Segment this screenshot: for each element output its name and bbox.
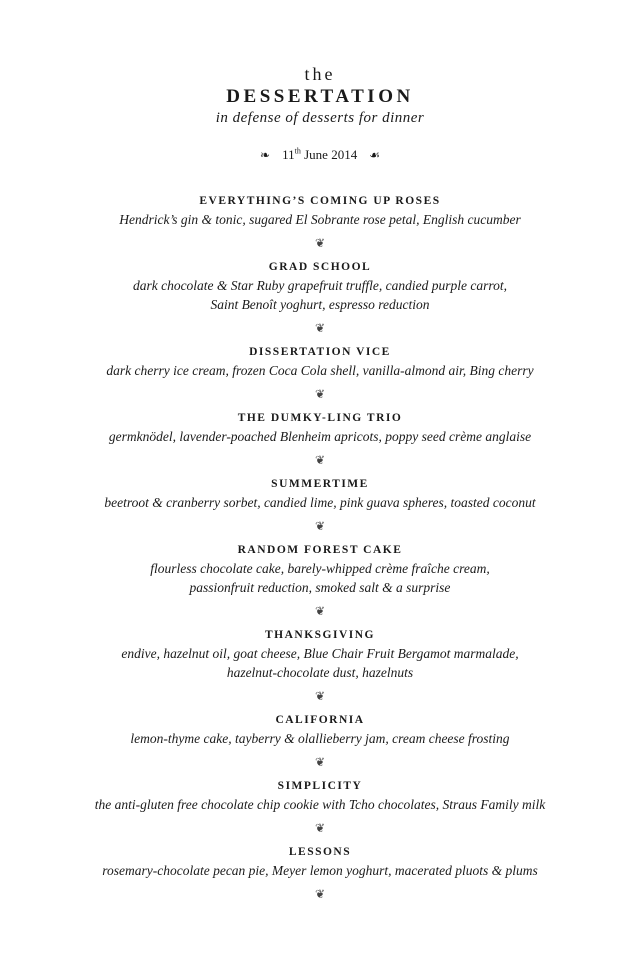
menu-title: DESSERTATION [226,86,414,107]
course-name: GRAD SCHOOL [268,261,372,273]
course-item [0,409,640,467]
fleuron-divider-icon: ❦ [314,236,326,250]
course-name: THE DUMKY-LING TRIO [237,412,403,424]
course-item [0,843,640,901]
fleuron-divider-icon: ❦ [314,387,326,401]
course-name: EVERYTHING’S COMING UP ROSES [199,195,441,207]
date-day: 11 [282,147,295,162]
course-name: RANDOM FOREST CAKE [237,544,403,556]
fleuron-divider-icon: ❦ [314,604,326,618]
course-description: dark cherry ice cream, frozen Coca Cola shell, vanilla-almond air, Bing cherry [106,363,534,378]
course-name: SIMPLICITY [277,780,363,792]
course-name: SUMMERTIME [271,478,369,490]
fleuron-divider-icon: ❦ [314,887,326,901]
fleuron-divider-icon: ❦ [314,453,326,467]
right-flourish-icon: ☙ [369,148,380,162]
dateline [0,146,640,164]
course-item [0,192,640,250]
fleuron-divider-icon: ❦ [314,519,326,533]
fleuron-divider-icon: ❦ [314,321,326,335]
fleuron-divider-icon: ❦ [314,755,326,769]
course-description: beetroot & cranberry sorbet, candied lime, pink guava spheres, toasted coconut [104,495,536,510]
course-name: LESSONS [288,846,352,858]
course-name: CALIFORNIA [275,714,365,726]
course-description: Hendrick’s gin & tonic, sugared El Sobrante rose petal, English cucumber [119,212,521,227]
course-description: lemon-thyme cake, tayberry & olallieberry jam, cream cheese frosting [130,731,510,746]
date-month-year: June 2014 [304,147,358,162]
course-description: rosemary-chocolate pecan pie, Meyer lemon yoghurt, macerated pluots & plums [102,863,538,878]
event-date [282,146,357,164]
course-item [0,626,640,703]
fleuron-divider-icon: ❦ [314,821,326,835]
menu-header [0,62,640,164]
course-description: Saint Benoît yoghurt, espresso reduction [210,297,430,312]
course-item [0,777,640,835]
course-description: passionfruit reduction, smoked salt & a surprise [189,580,451,595]
course-item [0,343,640,401]
course-list [0,192,640,909]
course-description: germknödel, lavender-poached Blenheim apricots, poppy seed crème anglaise [108,429,532,444]
menu-subtitle: in defense of desserts for dinner [215,110,425,126]
date-suffix: th [294,146,301,156]
course-description: endive, hazelnut oil, goat cheese, Blue Chair Fruit Bergamot marmalade, [121,646,519,661]
title-prefix: the [304,64,336,84]
course-item [0,541,640,618]
fleuron-divider-icon: ❦ [314,689,326,703]
course-name: THANKSGIVING [264,629,376,641]
course-name: DISSERTATION VICE [249,346,391,358]
course-item [0,711,640,769]
course-item [0,475,640,533]
left-flourish-icon: ❧ [260,148,271,162]
course-description: hazelnut-chocolate dust, hazelnuts [226,665,414,680]
course-description: flourless chocolate cake, barely-whipped crème fraîche cream, [150,561,490,576]
course-item [0,258,640,335]
course-description: the anti-gluten free chocolate chip cookie with Tcho chocolates, Straus Family milk [94,797,546,812]
course-description: dark chocolate & Star Ruby grapefruit truffle, candied purple carrot, [132,278,508,293]
